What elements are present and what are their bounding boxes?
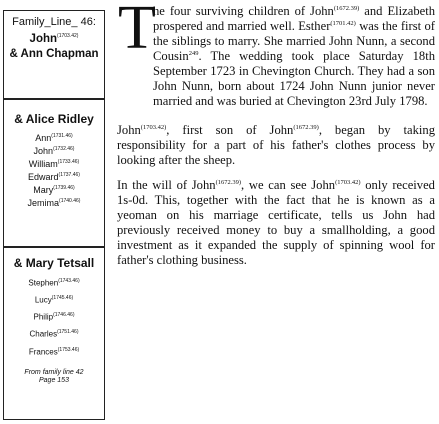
source-note bbox=[4, 369, 104, 385]
children-list bbox=[4, 274, 104, 360]
child-entry bbox=[4, 131, 104, 144]
child-name: Stephen bbox=[28, 278, 59, 288]
child-entry bbox=[4, 170, 104, 183]
child-entry bbox=[4, 157, 104, 170]
child-ref: (1731.46) bbox=[51, 133, 73, 139]
paragraph: In the will of John$^{(1672.39)}$, we can see John$^{(1703.42)}$ only received 1s-0d. This, together with the fact that he is known as a yeoman on his marriage certificate, tells us John had previously received money to buy a smallholding, a good investment as it expanded the supply of spinning wool for father's clothing business. bbox=[117, 178, 435, 267]
child-ref: (1746.46) bbox=[53, 312, 75, 319]
child-name: William bbox=[28, 159, 58, 169]
paragraph: John$^{(1703.42)}$, first son of John$^{(1672.39)}$, began by taking responsibility for a part of his father's clothes process by looking after the sheep. bbox=[117, 123, 435, 167]
second-marriage-section bbox=[4, 102, 104, 242]
child-entry bbox=[4, 325, 104, 342]
divider bbox=[4, 246, 104, 248]
source-note-page: Page 153 bbox=[39, 376, 69, 384]
child-ref: (1745.46) bbox=[51, 295, 74, 302]
child-ref: (1751.46) bbox=[57, 329, 79, 336]
family-line-label: Family_Line_ 46: bbox=[12, 16, 96, 28]
third-marriage-section bbox=[4, 250, 104, 421]
child-name: John bbox=[33, 146, 54, 156]
child-name: Philip bbox=[33, 312, 54, 322]
paragraph: he four surviving children of John$^{(1672.39)}$ and Elizabeth prospered and married well. Esther$^{(1701.42)}$ was the first of the siblings to marry. She married John Nunn, a second Cousin$^{249}$. The wedding took place Saturday 18th September 1723 in Chevington Church. They had a son John Nunn, born about 1724 John Nunn junior never married and was buried at Chevington 23rd July 1798. bbox=[153, 4, 436, 108]
child-entry bbox=[4, 274, 104, 291]
family-line-sidebar bbox=[3, 10, 105, 420]
child-name: Edward bbox=[28, 172, 59, 182]
child-ref: (1753.46) bbox=[57, 346, 80, 353]
child-name: Ann bbox=[35, 133, 52, 143]
drop-cap: T bbox=[118, 0, 156, 62]
head-section bbox=[4, 11, 104, 91]
child-ref: (1737.46) bbox=[58, 172, 80, 178]
child-entry bbox=[4, 196, 104, 209]
source-note-line: From family line 42 bbox=[24, 368, 84, 376]
child-name: Jemima bbox=[27, 198, 60, 208]
child-ref: (1733.46) bbox=[57, 159, 80, 165]
child-entry bbox=[4, 291, 104, 308]
head-of-family: John$^{(1703.42)}$ bbox=[29, 32, 79, 45]
child-name: Mary bbox=[33, 185, 54, 195]
child-entry bbox=[4, 343, 104, 360]
main-text bbox=[117, 4, 435, 268]
child-name: Charles bbox=[29, 330, 58, 340]
child-ref: (1739.46) bbox=[53, 185, 75, 191]
second-spouse: & Alice Ridley bbox=[14, 112, 94, 126]
divider bbox=[4, 98, 104, 100]
child-entry bbox=[4, 308, 104, 325]
third-spouse: & Mary Tetsall bbox=[13, 256, 95, 270]
first-spouse: & Ann Chapman bbox=[9, 47, 99, 60]
child-name: Frances bbox=[28, 347, 58, 357]
child-name: Lucy bbox=[34, 295, 52, 305]
child-entry bbox=[4, 144, 104, 157]
child-ref: (1732.46) bbox=[53, 146, 75, 152]
children-list bbox=[4, 131, 104, 209]
child-ref: (1740.46) bbox=[59, 198, 81, 204]
child-ref: (1743.46) bbox=[58, 278, 80, 284]
child-entry bbox=[4, 183, 104, 196]
